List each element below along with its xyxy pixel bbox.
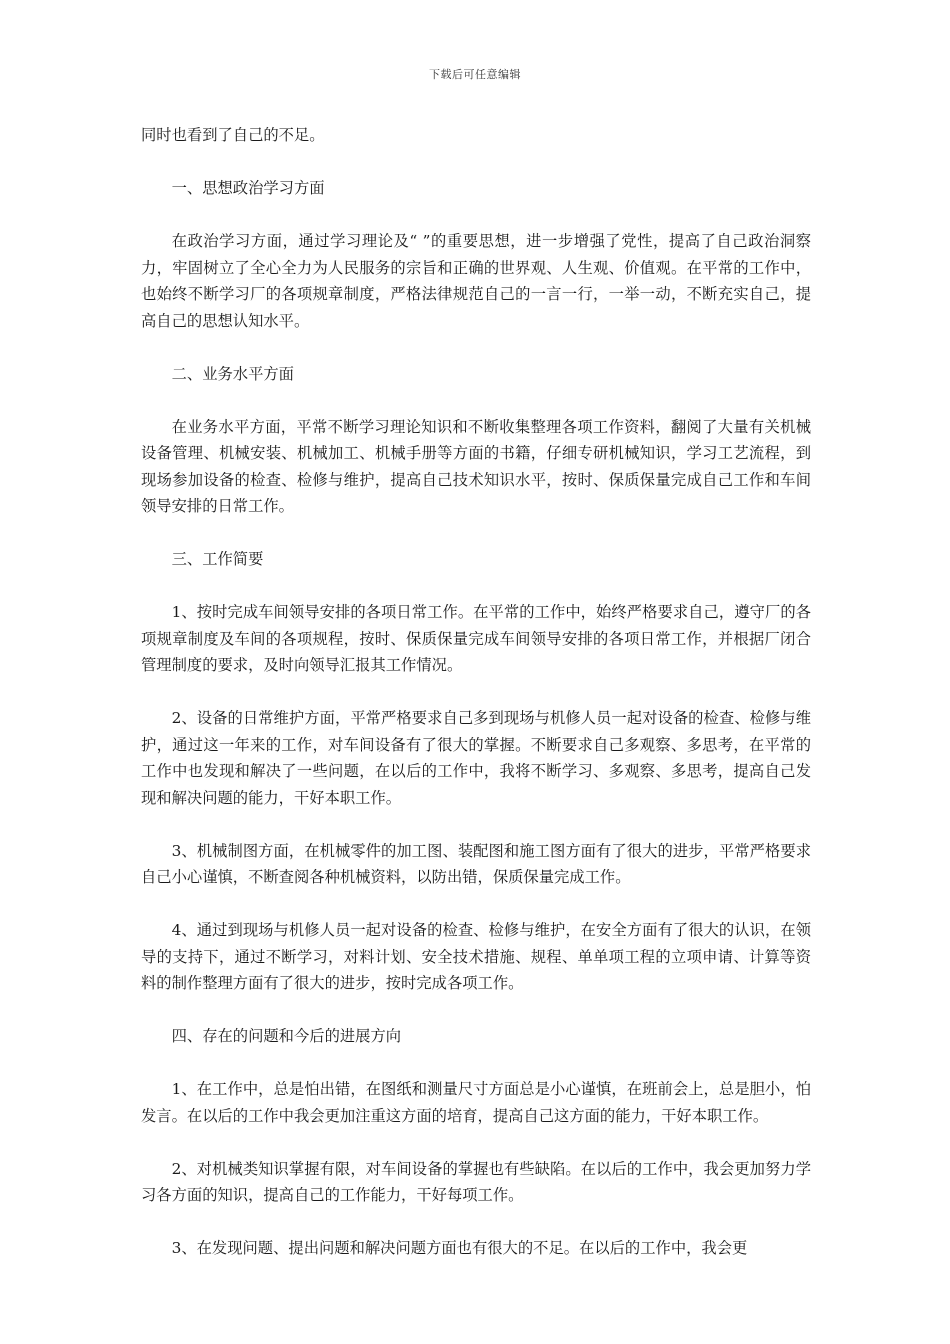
paragraph-political-study: 在政治学习方面，通过学习理论及“ ”的重要思想，进一步增强了党性，提高了自己政治洞察力，牢固树立了全心全力为人民服务的宗旨和正确的世界观、人生观、价值观。在平常的工作中，也始终不断学习厂的各项规章制度，严格法律规范自己的一言一行，一举一动，不断充实自己，提高自己的思想认知水平。 <box>141 232 811 330</box>
document-body <box>141 122 811 1262</box>
header-note: 下载后可任意编辑 <box>429 68 521 81</box>
section-heading-business-level: 二、业务水平方面 <box>171 364 294 383</box>
paragraph-work-item-3: 3、机械制图方面，在机械零件的加工图、装配图和施工图方面有了很大的进步，平常严格要求自己小心谨慎，不断查阅各种机械资料，以防出错，保质保量完成工作。 <box>141 841 811 886</box>
section-heading-work-summary: 三、工作简要 <box>171 550 264 568</box>
paragraph-problem-1: 1、在工作中，总是怕出错，在图纸和测量尺寸方面总是小心谨慎，在班前会上，总是胆小，怕发言。在以后的工作中我会更加注重这方面的培育，提高自己这方面的能力，干好本职工作。 <box>141 1080 811 1125</box>
section-heading-political-study: 一、思想政治学习方面 <box>171 179 325 197</box>
paragraph-continuation: 同时也看到了自己的不足。 <box>141 126 325 144</box>
paragraph-work-item-4: 4、通过到现场与机修人员一起对设备的检查、检修与维护，在安全方面有了很大的认识，在领导的支持下，通过不断学习，对料计划、安全技术措施、规程、单单项工程的立项申请、计算等资料的制作整理方面有了很大的进步，按时完成各项工作。 <box>141 921 811 992</box>
section-heading-problems: 四、存在的问题和今后的进展方向 <box>171 1027 402 1045</box>
paragraph-business-level: 在业务水平方面，平常不断学习理论知识和不断收集整理各项工作资料，翻阅了大量有关机械设备管理、机械安装、机械加工、机械手册等方面的书籍，仔细专研机械知识，学习工艺流程，到现场参加设备的检查、检修与维护，提高自己技术知识水平，按时、保质保量完成自己工作和车间领导安排的日常工作。 <box>141 417 811 515</box>
paragraph-work-item-1: 1、按时完成车间领导安排的各项日常工作。在平常的工作中，始终严格要求自己，遵守厂的各项规章制度及车间的各项规程，按时、保质保量完成车间领导安排的各项日常工作，并根据厂闭合管理制度的要求，及时向领导汇报其工作情况。 <box>141 603 811 674</box>
paragraph-work-item-2: 2、设备的日常维护方面，平常严格要求自己多到现场与机修人员一起对设备的检查、检修与维护，通过这一年来的工作，对车间设备有了很大的掌握。不断要求自己多观察、多思考，在平常的工作中也发现和解决了一些问题，在以后的工作中，我将不断学习、多观察、多思考，提高自己发现和解决问题的能力，干好本职工作。 <box>141 709 811 807</box>
paragraph-problem-2: 2、对机械类知识掌握有限，对车间设备的掌握也有些缺陷。在以后的工作中，我会更加努力学习各方面的知识，提高自己的工作能力，干好每项工作。 <box>141 1159 811 1204</box>
paragraph-problem-3: 3、在发现问题、提出问题和解决问题方面也有很大的不足。在以后的工作中，我会更 <box>171 1239 748 1257</box>
